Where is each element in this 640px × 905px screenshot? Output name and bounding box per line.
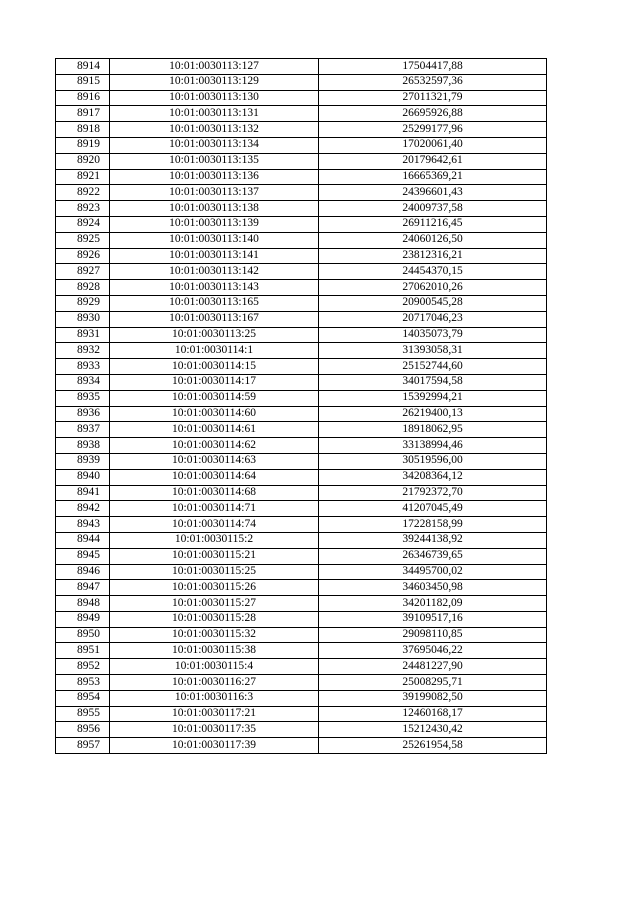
table-row [56, 517, 547, 533]
table-row [56, 659, 547, 675]
table-row [56, 74, 547, 90]
table-row [56, 485, 547, 501]
row-number-cell: 8937 [56, 422, 110, 438]
cadastral-number-cell: 10:01:0030113:134 [110, 137, 319, 153]
row-number-cell: 8957 [56, 738, 110, 754]
table-row [56, 327, 547, 343]
row-number-cell: 8944 [56, 532, 110, 548]
value-cell: 33138994,46 [319, 438, 547, 454]
value-cell: 26695926,88 [319, 106, 547, 122]
row-number-cell: 8930 [56, 311, 110, 327]
row-number-cell: 8916 [56, 90, 110, 106]
row-number-cell: 8954 [56, 690, 110, 706]
row-number-cell: 8941 [56, 485, 110, 501]
row-number-cell: 8932 [56, 343, 110, 359]
table-row [56, 706, 547, 722]
value-cell: 14035073,79 [319, 327, 547, 343]
value-cell: 34201182,09 [319, 596, 547, 612]
cadastral-number-cell: 10:01:0030114:60 [110, 406, 319, 422]
value-cell: 27011321,79 [319, 90, 547, 106]
value-cell: 25299177,96 [319, 122, 547, 138]
table-row [56, 280, 547, 296]
value-cell: 30519596,00 [319, 453, 547, 469]
value-cell: 25152744,60 [319, 359, 547, 375]
row-number-cell: 8914 [56, 59, 110, 75]
row-number-cell: 8917 [56, 106, 110, 122]
value-cell: 20717046,23 [319, 311, 547, 327]
cadastral-number-cell: 10:01:0030113:165 [110, 295, 319, 311]
cadastral-number-cell: 10:01:0030115:25 [110, 564, 319, 580]
value-cell: 18918062,95 [319, 422, 547, 438]
table-row [56, 90, 547, 106]
row-number-cell: 8915 [56, 74, 110, 90]
row-number-cell: 8919 [56, 137, 110, 153]
value-cell: 24060126,50 [319, 232, 547, 248]
cadastral-number-cell: 10:01:0030115:32 [110, 627, 319, 643]
cadastral-number-cell: 10:01:0030113:127 [110, 59, 319, 75]
row-number-cell: 8948 [56, 596, 110, 612]
table-row [56, 106, 547, 122]
cadastral-number-cell: 10:01:0030114:71 [110, 501, 319, 517]
value-cell: 34017594,58 [319, 374, 547, 390]
row-number-cell: 8925 [56, 232, 110, 248]
value-cell: 16665369,21 [319, 169, 547, 185]
value-cell: 29098110,85 [319, 627, 547, 643]
value-cell: 24009737,58 [319, 201, 547, 217]
value-cell: 34603450,98 [319, 580, 547, 596]
row-number-cell: 8952 [56, 659, 110, 675]
value-cell: 23812316,21 [319, 248, 547, 264]
value-cell: 39199082,50 [319, 690, 547, 706]
table-row [56, 532, 547, 548]
value-cell: 34495700,02 [319, 564, 547, 580]
table-row [56, 59, 547, 75]
table-row [56, 596, 547, 612]
table-row [56, 185, 547, 201]
cadastral-number-cell: 10:01:0030115:4 [110, 659, 319, 675]
value-cell: 21792372,70 [319, 485, 547, 501]
row-number-cell: 8933 [56, 359, 110, 375]
value-cell: 15392994,21 [319, 390, 547, 406]
table-row [56, 390, 547, 406]
cadastral-number-cell: 10:01:0030115:26 [110, 580, 319, 596]
table-row [56, 438, 547, 454]
table-body [56, 59, 547, 754]
row-number-cell: 8955 [56, 706, 110, 722]
row-number-cell: 8929 [56, 295, 110, 311]
value-cell: 20900545,28 [319, 295, 547, 311]
table-row [56, 153, 547, 169]
table-row [56, 611, 547, 627]
row-number-cell: 8949 [56, 611, 110, 627]
cadastral-number-cell: 10:01:0030114:61 [110, 422, 319, 438]
row-number-cell: 8918 [56, 122, 110, 138]
cadastral-number-cell: 10:01:0030117:21 [110, 706, 319, 722]
value-cell: 25008295,71 [319, 675, 547, 691]
cadastral-number-cell: 10:01:0030117:39 [110, 738, 319, 754]
table-row [56, 738, 547, 754]
cadastral-number-cell: 10:01:0030115:28 [110, 611, 319, 627]
cadastral-number-cell: 10:01:0030114:62 [110, 438, 319, 454]
value-cell: 34208364,12 [319, 469, 547, 485]
value-cell: 12460168,17 [319, 706, 547, 722]
table-row [56, 264, 547, 280]
value-cell: 25261954,58 [319, 738, 547, 754]
row-number-cell: 8924 [56, 216, 110, 232]
cadastral-number-cell: 10:01:0030114:63 [110, 453, 319, 469]
value-cell: 26346739,65 [319, 548, 547, 564]
row-number-cell: 8939 [56, 453, 110, 469]
cadastral-number-cell: 10:01:0030113:135 [110, 153, 319, 169]
cadastral-number-cell: 10:01:0030114:74 [110, 517, 319, 533]
cadastral-number-cell: 10:01:0030113:25 [110, 327, 319, 343]
row-number-cell: 8951 [56, 643, 110, 659]
cadastral-number-cell: 10:01:0030113:137 [110, 185, 319, 201]
table-row [56, 675, 547, 691]
value-cell: 24454370,15 [319, 264, 547, 280]
row-number-cell: 8942 [56, 501, 110, 517]
cadastral-number-cell: 10:01:0030114:68 [110, 485, 319, 501]
cadastral-number-cell: 10:01:0030116:3 [110, 690, 319, 706]
table-row [56, 643, 547, 659]
table-row [56, 122, 547, 138]
cadastral-number-cell: 10:01:0030113:138 [110, 201, 319, 217]
row-number-cell: 8921 [56, 169, 110, 185]
cadastral-number-cell: 10:01:0030113:143 [110, 280, 319, 296]
row-number-cell: 8934 [56, 374, 110, 390]
row-number-cell: 8950 [56, 627, 110, 643]
row-number-cell: 8922 [56, 185, 110, 201]
table-row [56, 501, 547, 517]
value-cell: 37695046,22 [319, 643, 547, 659]
table-row [56, 295, 547, 311]
cadastral-number-cell: 10:01:0030114:64 [110, 469, 319, 485]
cadastral-number-cell: 10:01:0030114:17 [110, 374, 319, 390]
row-number-cell: 8931 [56, 327, 110, 343]
value-cell: 24396601,43 [319, 185, 547, 201]
row-number-cell: 8938 [56, 438, 110, 454]
cadastral-number-cell: 10:01:0030113:131 [110, 106, 319, 122]
table-row [56, 627, 547, 643]
cadastral-number-cell: 10:01:0030116:27 [110, 675, 319, 691]
table-row [56, 722, 547, 738]
cadastral-number-cell: 10:01:0030117:35 [110, 722, 319, 738]
row-number-cell: 8923 [56, 201, 110, 217]
cadastral-number-cell: 10:01:0030113:139 [110, 216, 319, 232]
value-cell: 26911216,45 [319, 216, 547, 232]
row-number-cell: 8927 [56, 264, 110, 280]
cadastral-number-cell: 10:01:0030114:1 [110, 343, 319, 359]
cadastral-number-cell: 10:01:0030115:27 [110, 596, 319, 612]
cadastral-number-cell: 10:01:0030115:2 [110, 532, 319, 548]
value-cell: 39109517,16 [319, 611, 547, 627]
cadastral-number-cell: 10:01:0030113:167 [110, 311, 319, 327]
table-row [56, 359, 547, 375]
row-number-cell: 8940 [56, 469, 110, 485]
value-cell: 41207045,49 [319, 501, 547, 517]
row-number-cell: 8947 [56, 580, 110, 596]
value-cell: 39244138,92 [319, 532, 547, 548]
value-cell: 20179642,61 [319, 153, 547, 169]
table-row [56, 690, 547, 706]
cadastral-number-cell: 10:01:0030113:132 [110, 122, 319, 138]
row-number-cell: 8926 [56, 248, 110, 264]
value-cell: 17504417,88 [319, 59, 547, 75]
table-row [56, 311, 547, 327]
row-number-cell: 8953 [56, 675, 110, 691]
table-row [56, 406, 547, 422]
row-number-cell: 8936 [56, 406, 110, 422]
table-row [56, 422, 547, 438]
row-number-cell: 8943 [56, 517, 110, 533]
cadastral-number-cell: 10:01:0030113:129 [110, 74, 319, 90]
value-cell: 17228158,99 [319, 517, 547, 533]
table-row [56, 564, 547, 580]
cadastral-number-cell: 10:01:0030115:38 [110, 643, 319, 659]
cadastral-number-cell: 10:01:0030113:136 [110, 169, 319, 185]
table-row [56, 580, 547, 596]
cadastral-number-cell: 10:01:0030113:130 [110, 90, 319, 106]
cadastral-number-cell: 10:01:0030113:140 [110, 232, 319, 248]
row-number-cell: 8946 [56, 564, 110, 580]
table-row [56, 248, 547, 264]
row-number-cell: 8920 [56, 153, 110, 169]
cadastral-number-cell: 10:01:0030115:21 [110, 548, 319, 564]
row-number-cell: 8928 [56, 280, 110, 296]
table-row [56, 453, 547, 469]
value-cell: 26219400,13 [319, 406, 547, 422]
row-number-cell: 8945 [56, 548, 110, 564]
cadastral-number-cell: 10:01:0030114:15 [110, 359, 319, 375]
cadastral-number-cell: 10:01:0030114:59 [110, 390, 319, 406]
table-row [56, 216, 547, 232]
table-row [56, 374, 547, 390]
value-cell: 31393058,31 [319, 343, 547, 359]
value-cell: 27062010,26 [319, 280, 547, 296]
cadastral-number-cell: 10:01:0030113:142 [110, 264, 319, 280]
row-number-cell: 8956 [56, 722, 110, 738]
cadastral-number-cell: 10:01:0030113:141 [110, 248, 319, 264]
value-cell: 26532597,36 [319, 74, 547, 90]
table-row [56, 201, 547, 217]
table-row [56, 343, 547, 359]
row-number-cell: 8935 [56, 390, 110, 406]
table-row [56, 169, 547, 185]
table-row [56, 137, 547, 153]
value-cell: 17020061,40 [319, 137, 547, 153]
value-cell: 15212430,42 [319, 722, 547, 738]
cadastral-value-table [55, 58, 547, 754]
table-row [56, 548, 547, 564]
table-row [56, 232, 547, 248]
value-cell: 24481227,90 [319, 659, 547, 675]
table-row [56, 469, 547, 485]
